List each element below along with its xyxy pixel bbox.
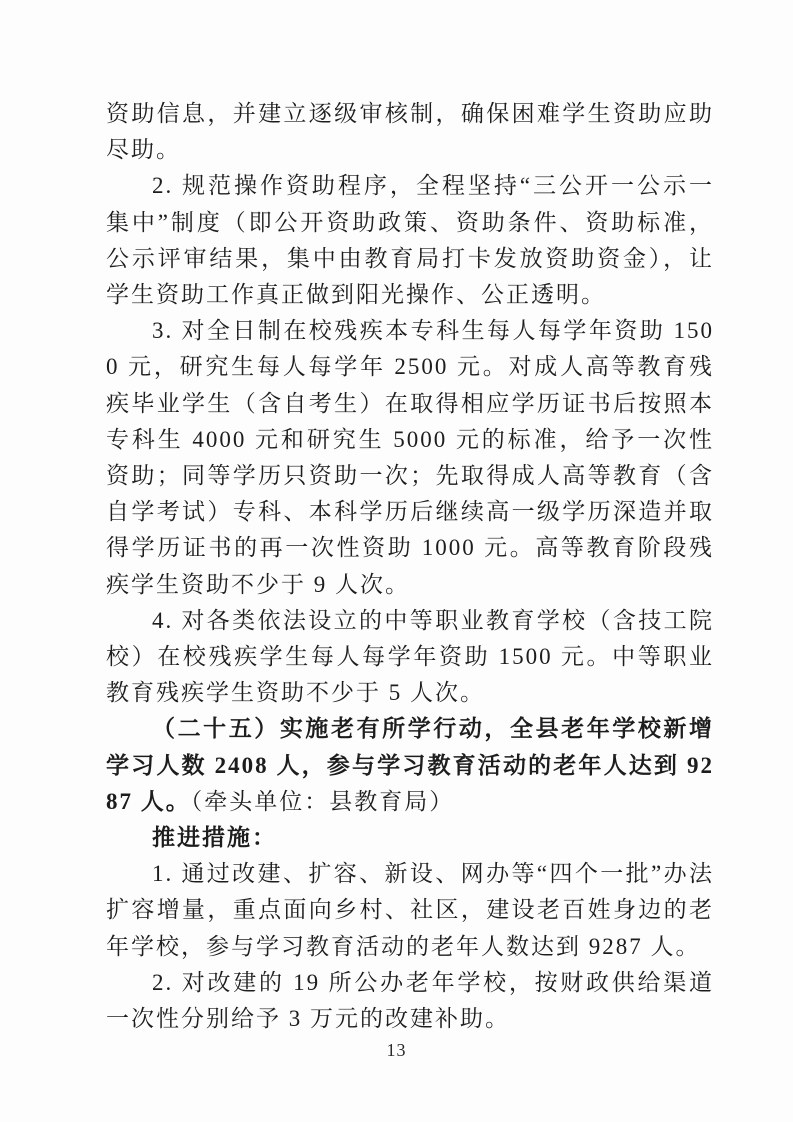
paragraph-item-3: 3. 对全日制在校残疾本专科生每人每学年资助 1500 元，研究生每人每学年 2500 元。对成人高等教育残疾毕业学生（含自考生）在取得相应学历证书后按照本专科生 4000 元和研究生 5000 元的标准，给予一次性资助；同等学历只资助一次；先取得成人高等教育（含自学考试）专科、本科学历后继续高一级学历深造并取得学历证书的再一次性资助 1000 元。高等教育阶段残疾学生资助不少于 9 人次。 [106,318,714,597]
paragraph-section-25 [106,711,714,820]
section-25-lead-unit-note: （牵头单位：县教育局） [190,788,455,814]
paragraph-continuation: 资助信息，并建立逐级审核制，确保困难学生资助应助尽助。 [106,101,714,163]
page-number: 13 [386,1040,407,1060]
paragraph-measure-1: 1. 通过改建、扩容、新设、网办等“四个一批”办法扩容增量，重点面向乡村、社区，建设老百姓身边的老年学校，参与学习教育活动的老年人数达到 9287 人。 [106,861,714,959]
paragraph-measure-2: 2. 对改建的 19 所公办老年学校，按财政供给渠道一次性分别给予 3 万元的改建补助。 [106,969,714,1032]
paragraph-item-4: 4. 对各类依法设立的中等职业教育学校（含技工院校）在校残疾学生每人每学年资助 1500 元。中等职业教育残疾学生资助不少于 5 人次。 [106,607,714,706]
measures-heading: 推进措施： [152,825,277,851]
paragraph-item-2: 2. 规范操作资助程序，全程坚持“三公开一公示一集中”制度（即公开资助政策、资助条件、资助标准，公示评审结果，集中由教育局打卡发放资助资金），让学生资助工作真正做到阳光操作、公正透明。 [106,173,714,308]
section-25-bold-text: （二十五）实施老有所学行动，全县老年学校新增学习人数 2408 人，参与学习教育活动的老年人达到 9287 人。 [106,716,714,814]
document-body [106,96,714,1037]
